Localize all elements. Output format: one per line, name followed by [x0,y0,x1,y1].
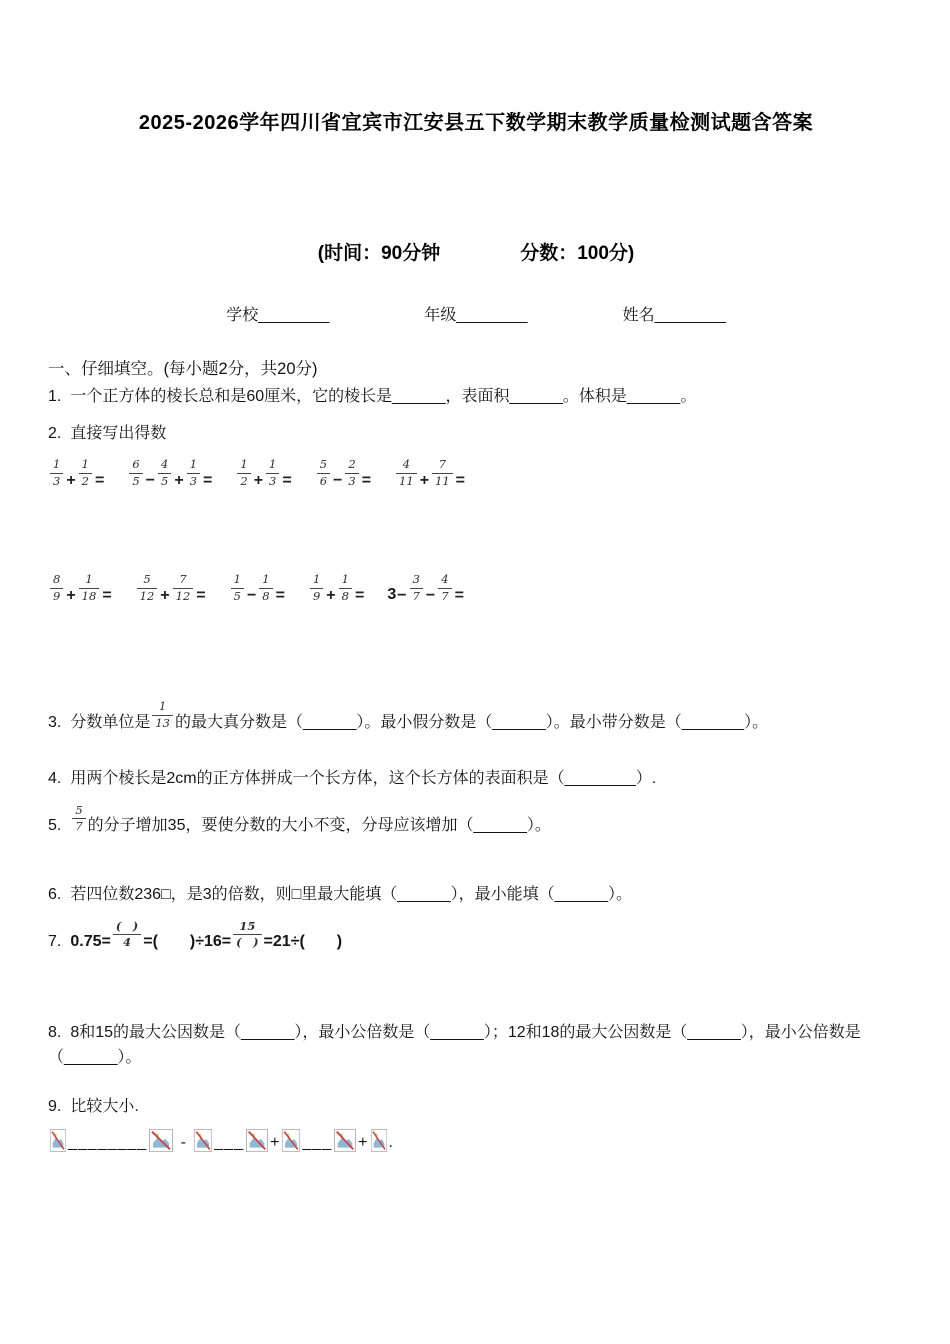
expression [308,573,365,608]
operator: + [66,586,76,604]
operator: − [397,586,407,604]
broken-image-icon [246,1129,268,1152]
operator: + [253,471,264,489]
question-text: 8和15的最大公因数是（______），最小公倍数是（______）；12和18的最大公因数是（______），最小公倍数是（______）。 [48,1024,861,1066]
question-4 [48,767,904,792]
expr-text: + [270,1134,281,1152]
operator: = [275,586,285,604]
expr-text: =( )÷16= [143,933,232,951]
fraction: $\frac{8}{9}$ [50,573,63,602]
question-number: 6. [48,886,62,904]
question-number: 8. [48,1024,62,1042]
operator: = [95,471,105,489]
operator: = [282,471,292,489]
question-number: 4. [48,770,62,788]
fraction: $\frac{5}{6}$ [317,458,330,487]
broken-image-icon [334,1129,356,1152]
total-score-label: 分数：100分) [520,243,635,264]
time-limit-label: (时间：90分钟 [317,243,441,264]
question-number: 3. [48,713,62,731]
broken-image-icon [149,1129,173,1152]
question-text: 一个正方体的棱长总和是60厘米，它的棱长是______，表面积______。体积是______。 [70,387,697,405]
expr-text: ________ [68,1134,148,1152]
page-title: 2025-2026学年四川省宜宾市江安县五下数学期末教学质量检测试题含答案 [138,112,814,134]
operator: = [455,471,466,489]
operator: = [354,586,365,604]
section-heading: 一、仔细填空。(每小题2分，共20分) [48,360,318,379]
broken-image-icon [371,1129,387,1152]
expr-text: =21÷( ) [263,933,343,951]
fraction: $\frac{1}{5}$ [231,573,244,602]
question-text [70,803,551,835]
operator: + [174,471,184,489]
expr-text: - [175,1134,193,1152]
operator: − [246,586,257,604]
fraction: $\frac{4}{11}$ [396,458,417,487]
fraction: $\frac{1}{18}$ [79,573,100,602]
fraction: $\frac{7}{12}$ [173,573,194,602]
fraction: $\frac{2}{3}$ [345,458,358,487]
question-text: 比较大小. [70,1097,139,1115]
fraction: $\frac{( )}{4}$ [113,920,141,949]
fraction: $\frac{5}{12}$ [137,573,158,602]
question-5 [48,804,904,839]
question-text: 若四位数236□，是3的倍数，则□里最大能填（______），最小能填（______）。 [70,886,633,904]
fraction: $\frac{1}{8}$ [339,573,352,602]
operator: + [66,471,76,489]
expr-text: 3 [387,586,397,604]
fraction: $\frac{5}{7}$ [72,804,85,833]
question-2 [48,422,904,447]
question-text [70,919,343,951]
expr-text: + [358,1134,369,1152]
q2-expressions-row-2 [48,573,904,608]
fraction: $\frac{1}{3}$ [187,458,200,487]
broken-image-icon [194,1129,212,1152]
operator: + [326,586,336,604]
operator: − [425,586,436,604]
expr-text: ___ [214,1134,245,1152]
question-7 [48,920,904,955]
fraction: $\frac{15}{( )}$ [233,920,261,949]
header-fields [48,304,904,329]
expr-text: . [388,1134,394,1152]
question-9 [48,1095,904,1120]
question-number: 1. [48,387,62,405]
question-number: 9. [48,1097,62,1115]
fraction: $\frac{1}{2}$ [79,458,92,487]
question-text: 用两个棱长是2cm的正方体拼成一个长方体，这个长方体的表面积是（________）. [70,770,657,788]
expression [394,458,466,493]
fraction: $\frac{6}{5}$ [129,458,142,487]
expr-text: ___ [302,1134,333,1152]
fraction: $\frac{1}{8}$ [259,573,272,602]
operator: + [160,586,170,604]
expression [48,458,105,493]
fraction: $\frac{1}{3}$ [50,458,63,487]
expr-text: 的最大真分数是（______）。最小假分数是（______）。最小带分数是（_______）。 [175,713,769,731]
grade-field: 年级________ [424,307,528,325]
operator: = [454,586,464,604]
expression [315,458,372,493]
broken-image-icon [50,1129,66,1152]
operator: = [203,471,213,489]
operator: + [419,471,430,489]
name-field: 姓名________ [622,307,726,325]
question-text [70,699,769,731]
fraction: $\frac{1}{13}$ [152,700,173,729]
question-6 [48,883,904,908]
broken-image-icon [282,1129,300,1152]
expr-text: 分数单位是 [70,713,151,731]
operator: = [361,471,372,489]
operator: = [196,586,206,604]
question-number: 7. [48,933,62,951]
operator: = [102,586,112,604]
expression [48,573,113,608]
fraction: $\frac{7}{11}$ [432,458,453,487]
school-field: 学校________ [226,307,330,325]
fraction: $\frac{1}{9}$ [310,573,323,602]
fraction: $\frac{3}{7}$ [410,573,423,602]
fraction: $\frac{4}{5}$ [158,458,171,487]
operator: − [333,471,343,489]
question-number: 2. [48,424,62,442]
fraction: $\frac{1}{2}$ [237,458,250,487]
question-3 [48,700,904,735]
question-number: 5. [48,817,62,835]
q9-compare-row [48,1129,904,1156]
q2-expressions-row-1 [48,458,904,493]
expr-text: 0.75= [70,933,111,951]
fraction: $\frac{1}{3}$ [266,458,279,487]
question-1 [48,385,904,410]
expression [387,573,465,608]
fraction: $\frac{4}{7}$ [438,573,451,602]
meta-line [48,239,904,268]
expression [229,573,286,608]
expression [235,458,292,493]
operator: − [145,471,156,489]
expression [135,573,207,608]
expr-text: 的分子增加35，要使分数的大小不变，分母应该增加（______）。 [87,817,551,835]
expression [127,458,213,493]
question-text: 直接写出得数 [70,424,167,442]
question-8 [48,1021,904,1071]
